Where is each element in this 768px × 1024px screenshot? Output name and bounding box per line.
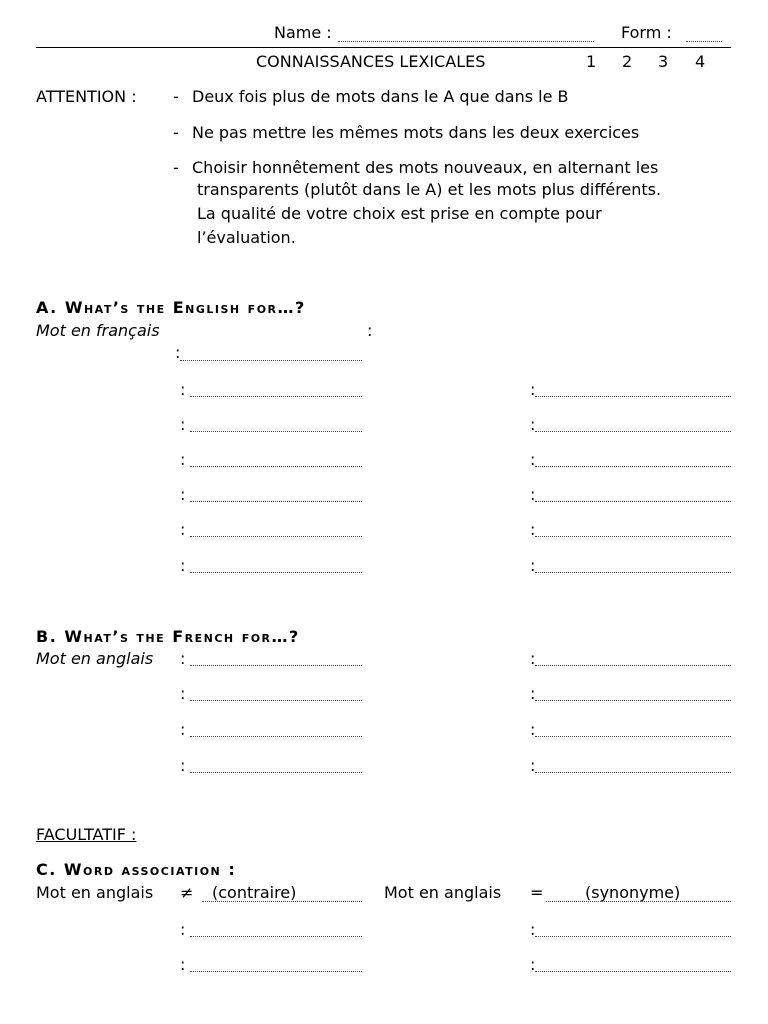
page-title: CONNAISSANCES LEXICALES	[256, 52, 486, 71]
answer-field[interactable]	[546, 901, 731, 902]
bullet-dash: -	[173, 123, 179, 142]
section-c-left-prompt: Mot en anglais	[36, 883, 154, 902]
bullet-dash: -	[173, 87, 179, 106]
answer-field[interactable]	[535, 700, 731, 701]
colon: :	[180, 920, 186, 939]
colon: :	[367, 321, 373, 340]
colon: :	[175, 343, 181, 362]
colon: :	[530, 920, 536, 939]
colon: :	[530, 556, 536, 575]
colon: :	[180, 520, 186, 539]
colon: :	[530, 520, 536, 539]
section-a-title: A. What’s the English for…?	[36, 298, 306, 317]
answer-field[interactable]	[190, 466, 362, 467]
facultatif-label: FACULTATIF :	[36, 825, 137, 844]
answer-field[interactable]	[190, 665, 362, 666]
name-field[interactable]	[338, 41, 594, 42]
answer-field[interactable]	[190, 971, 362, 972]
answer-field[interactable]	[190, 936, 362, 937]
level-3[interactable]: 3	[658, 52, 669, 71]
level-1[interactable]: 1	[586, 52, 597, 71]
attention-item-line: transparents (plutôt dans le A) et les mots plus différents.	[197, 180, 662, 199]
section-c-right-note: (synonyme)	[585, 883, 681, 902]
colon: :	[530, 415, 536, 434]
section-a-prompt: Mot en français	[36, 321, 160, 340]
answer-field[interactable]	[190, 431, 362, 432]
bullet-dash: -	[173, 158, 179, 177]
answer-field[interactable]	[535, 396, 731, 397]
colon: :	[530, 720, 536, 739]
answer-field[interactable]	[190, 501, 362, 502]
section-c-right-prompt: Mot en anglais	[384, 883, 502, 902]
answer-field[interactable]	[535, 665, 731, 666]
answer-field[interactable]	[535, 736, 731, 737]
answer-field[interactable]	[190, 536, 362, 537]
answer-field[interactable]	[535, 971, 731, 972]
colon: :	[180, 450, 186, 469]
answer-field[interactable]	[190, 700, 362, 701]
colon: :	[530, 756, 536, 775]
form-label: Form :	[621, 23, 672, 42]
answer-field[interactable]	[535, 536, 731, 537]
attention-item-line: Choisir honnêtement des mots nouveaux, en alternant les	[192, 158, 659, 177]
colon: :	[180, 649, 186, 668]
colon: :	[530, 955, 536, 974]
colon: :	[180, 485, 186, 504]
colon: :	[530, 380, 536, 399]
colon: :	[180, 556, 186, 575]
answer-field[interactable]	[180, 360, 362, 361]
section-b-prompt: Mot en anglais	[36, 649, 154, 668]
answer-field[interactable]	[535, 936, 731, 937]
header-rule	[36, 47, 731, 48]
colon: :	[180, 955, 186, 974]
colon: :	[530, 450, 536, 469]
attention-item: Ne pas mettre les mêmes mots dans les deux exercices	[192, 123, 640, 142]
colon: :	[530, 485, 536, 504]
form-field[interactable]	[686, 41, 722, 42]
section-c-title: C. Word association :	[36, 860, 237, 879]
answer-field[interactable]	[535, 431, 731, 432]
colon: :	[530, 684, 536, 703]
not-equal-symbol: ≠	[180, 883, 194, 902]
answer-field[interactable]	[535, 572, 731, 573]
answer-field[interactable]	[190, 772, 362, 773]
attention-item-line: l’évaluation.	[197, 228, 296, 247]
colon: :	[180, 684, 186, 703]
colon: :	[180, 756, 186, 775]
level-2[interactable]: 2	[622, 52, 633, 71]
colon: :	[180, 720, 186, 739]
name-label: Name :	[274, 23, 332, 42]
answer-field[interactable]	[535, 466, 731, 467]
answer-field[interactable]	[535, 501, 731, 502]
section-b-title: B. What’s the French for…?	[36, 627, 300, 646]
answer-field[interactable]	[190, 736, 362, 737]
section-c-left-note: (contraire)	[212, 883, 297, 902]
level-4[interactable]: 4	[695, 52, 706, 71]
equal-symbol: =	[530, 883, 544, 902]
colon: :	[180, 380, 186, 399]
colon: :	[530, 649, 536, 668]
attention-item-line: La qualité de votre choix est prise en compte pour	[197, 204, 602, 223]
attention-label: ATTENTION :	[36, 87, 137, 106]
answer-field[interactable]	[202, 901, 362, 902]
attention-item: Deux fois plus de mots dans le A que dans le B	[192, 87, 569, 106]
answer-field[interactable]	[190, 572, 362, 573]
answer-field[interactable]	[535, 772, 731, 773]
answer-field[interactable]	[190, 396, 362, 397]
colon: :	[180, 415, 186, 434]
